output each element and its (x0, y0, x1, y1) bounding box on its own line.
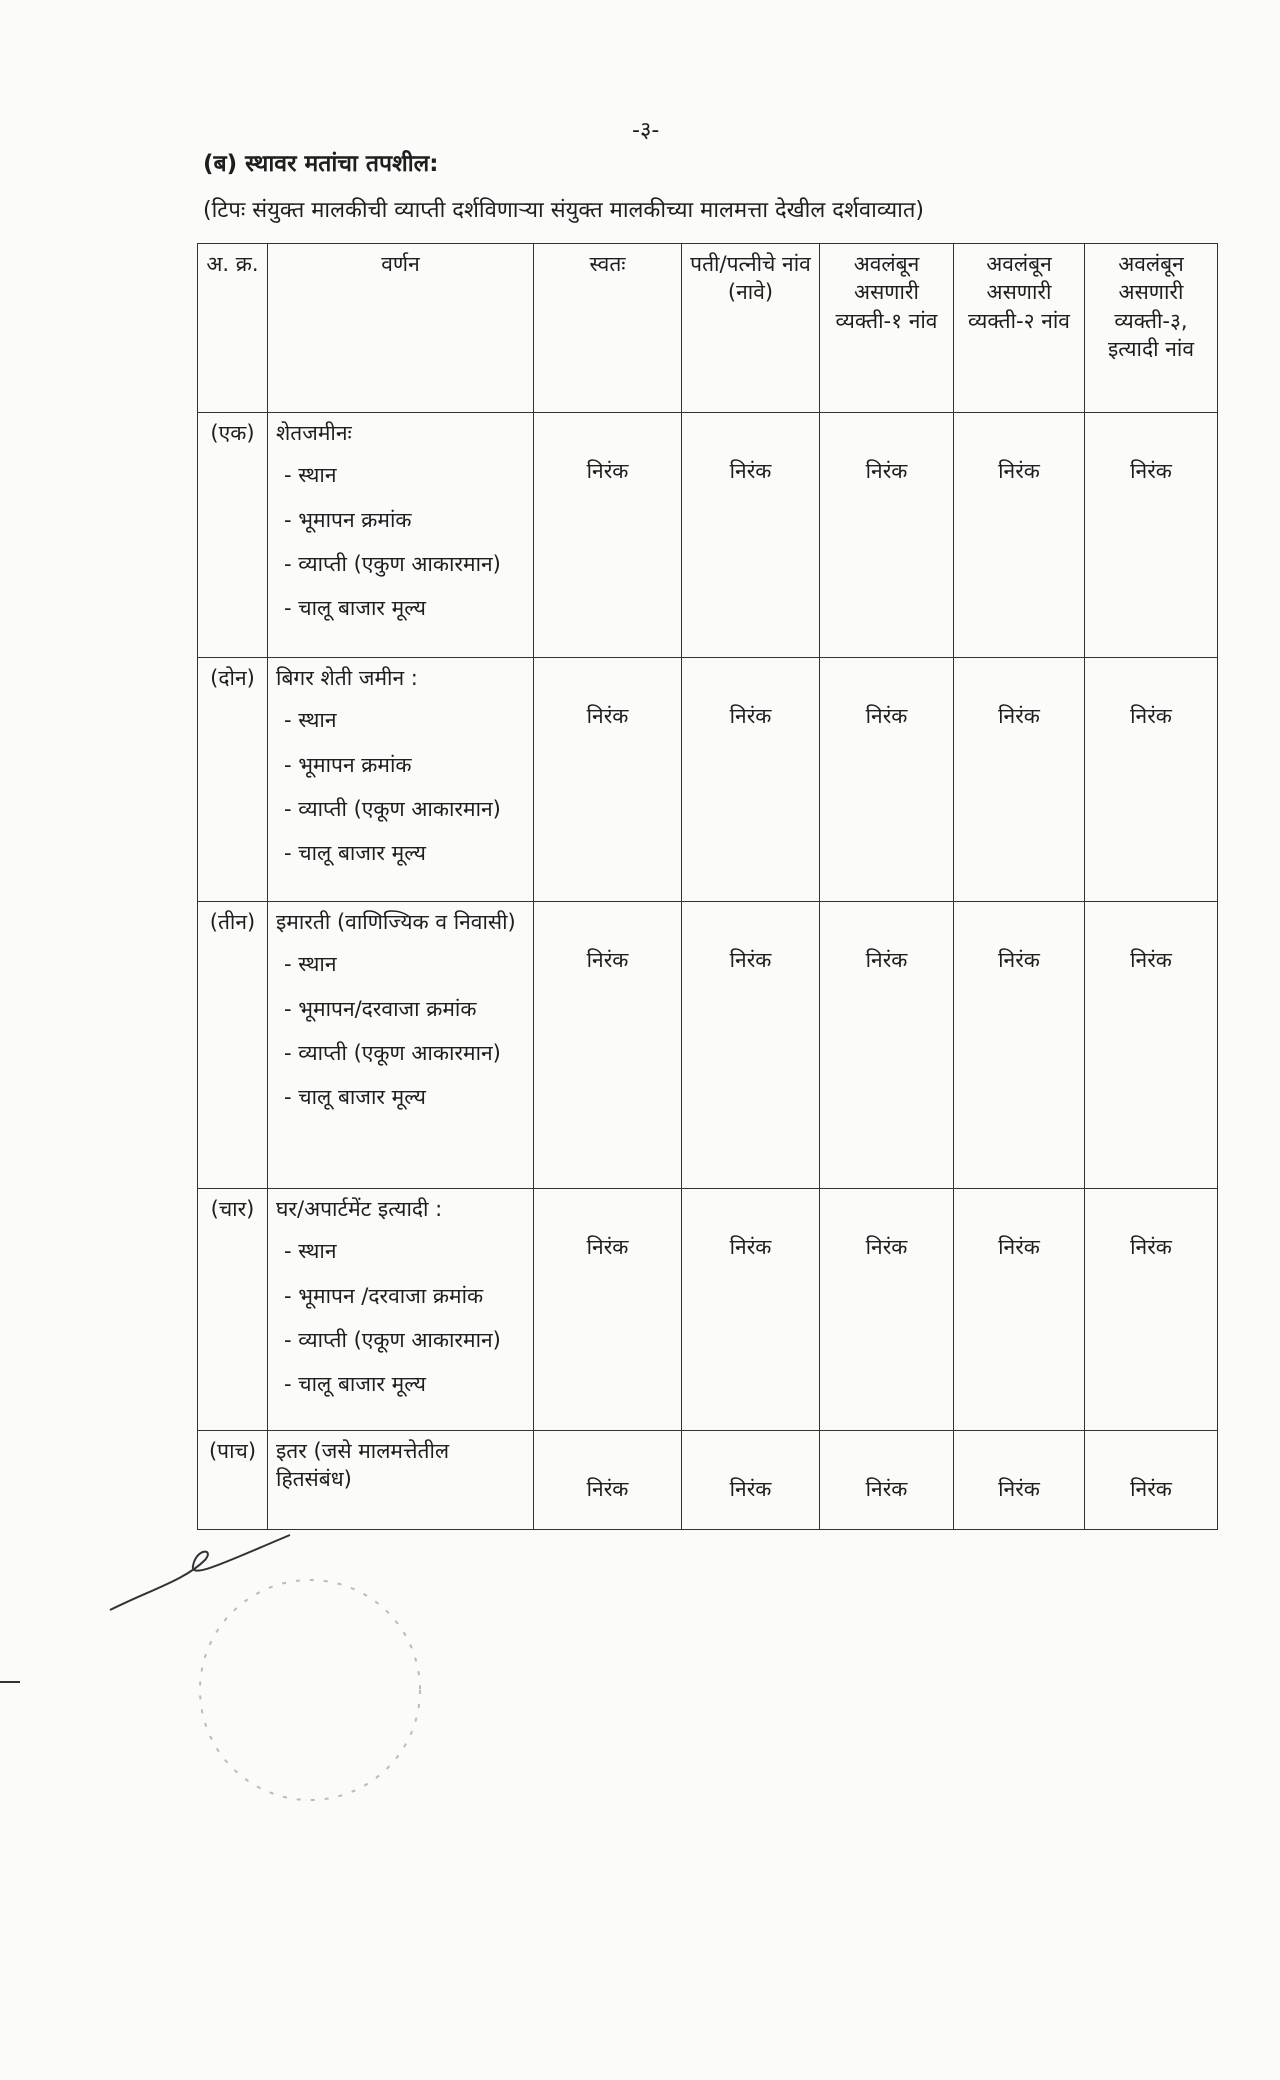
row-description (268, 658, 534, 902)
row-description (268, 1189, 534, 1431)
row-description (268, 413, 534, 658)
value-cell: निरंक (1085, 1189, 1218, 1431)
table-row (198, 658, 1218, 902)
description-line: - भूमापन क्रमांक (284, 752, 412, 777)
row-description (268, 902, 534, 1189)
page-number: -३- (632, 118, 660, 143)
value-cell: निरंक (820, 413, 954, 658)
description-title: बिगर शेती जमीन : (276, 666, 418, 690)
header-cell: अवलंबून असणारी व्यक्ती-३, इत्यादी नांव (1085, 244, 1218, 413)
header-cell: वर्णन (268, 244, 534, 413)
table-row (198, 413, 1218, 658)
header-cell: पती/पत्नीचे नांव (नावे) (682, 244, 820, 413)
row-serial: (एक) (198, 413, 268, 658)
description-title: घर/अपार्टमेंट इत्यादी : (276, 1197, 443, 1221)
value-cell: निरंक (682, 658, 820, 902)
value-cell: निरंक (682, 902, 820, 1189)
value-cell: निरंक (1085, 902, 1218, 1189)
table-row (198, 1189, 1218, 1431)
signature-mark (110, 1535, 290, 1610)
row-description (268, 1431, 534, 1530)
value-cell: निरंक (1085, 1431, 1218, 1530)
description-line: - चालू बाजार मूल्य (284, 841, 426, 866)
value-cell: निरंक (954, 658, 1085, 902)
value-cell: निरंक (682, 1431, 820, 1530)
description-line: - स्थान (284, 1239, 337, 1264)
table-row (198, 1431, 1218, 1530)
immovable-assets-table (197, 243, 1218, 1530)
description-line: - व्याप्ती (एकूण आकारमान) (284, 1328, 501, 1353)
description-title: शेतजमीनः (276, 421, 352, 445)
value-cell: निरंक (534, 1189, 682, 1431)
description-line: - स्थान (284, 708, 337, 733)
row-serial: (पाच) (198, 1431, 268, 1530)
header-cell: स्वतः (534, 244, 682, 413)
description-line: - व्याप्ती (एकूण आकारमान) (284, 797, 501, 822)
value-cell: निरंक (820, 658, 954, 902)
description-line: - स्थान (284, 952, 337, 977)
header-cell: अ. क्र. (198, 244, 268, 413)
value-cell: निरंक (954, 413, 1085, 658)
description-line: - चालू बाजार मूल्य (284, 1085, 426, 1110)
value-cell: निरंक (820, 1431, 954, 1530)
row-serial: (तीन) (198, 902, 268, 1189)
value-cell: निरंक (534, 658, 682, 902)
table-row (198, 902, 1218, 1189)
value-cell: निरंक (1085, 413, 1218, 658)
row-serial: (दोन) (198, 658, 268, 902)
value-cell: निरंक (954, 1189, 1085, 1431)
description-title: इतर (जसे मालमत्तेतील हितसंबंध) (276, 1439, 450, 1492)
description-line: - व्याप्ती (एकुण आकारमान) (284, 552, 501, 577)
description-line: - भूमापन /दरवाजा क्रमांक (284, 1283, 484, 1308)
value-cell: निरंक (820, 1189, 954, 1431)
description-line: - चालू बाजार मूल्य (284, 596, 426, 621)
header-cell: अवलंबून असणारी व्यक्ती-१ नांव (820, 244, 954, 413)
description-line: - भूमापन क्रमांक (284, 507, 412, 532)
value-cell: निरंक (954, 1431, 1085, 1530)
description-line: - व्याप्ती (एकूण आकारमान) (284, 1041, 501, 1066)
section-heading: (ब) स्थावर मतांचा तपशील: (203, 151, 439, 177)
value-cell: निरंक (820, 902, 954, 1189)
value-cell: निरंक (1085, 658, 1218, 902)
value-cell: निरंक (534, 1431, 682, 1530)
value-cell: निरंक (534, 902, 682, 1189)
value-cell: निरंक (954, 902, 1085, 1189)
note-text: (टिपः संयुक्त मालकीची व्याप्ती दर्शविणाऱ्या संयुक्त मालकीच्या मालमत्ता देखील दर्शवाव्यात) (203, 198, 924, 223)
table-header-row (198, 244, 1218, 413)
row-serial: (चार) (198, 1189, 268, 1431)
value-cell: निरंक (682, 1189, 820, 1431)
value-cell: निरंक (534, 413, 682, 658)
description-line: - स्थान (284, 463, 337, 488)
header-cell: अवलंबून असणारी व्यक्ती-२ नांव (954, 244, 1085, 413)
description-line: - भूमापन/दरवाजा क्रमांक (284, 996, 477, 1021)
description-title: इमारती (वाणिज्यिक व निवासी) (276, 910, 516, 934)
faded-stamp (200, 1580, 420, 1800)
value-cell: निरंक (682, 413, 820, 658)
description-line: - चालू बाजार मूल्य (284, 1372, 426, 1397)
